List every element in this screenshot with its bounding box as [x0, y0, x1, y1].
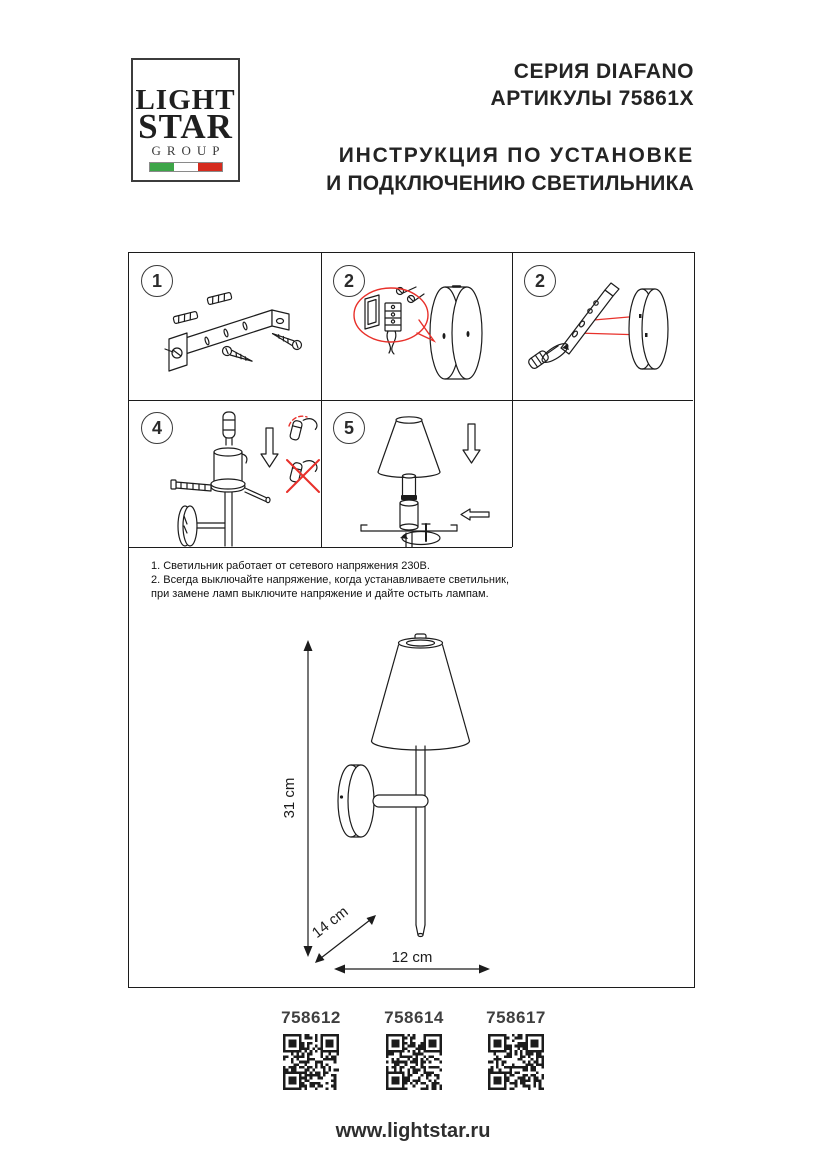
product-code: 758614: [384, 1008, 444, 1027]
step-1-number: 1: [151, 270, 162, 291]
product-758614: [376, 1008, 452, 1090]
product-code: 758612: [281, 1008, 341, 1027]
flag-white-stripe: [174, 163, 198, 171]
step1-bracket-drawing: [129, 253, 321, 400]
wall-anchor-icon: [173, 311, 198, 324]
product-758617: [478, 1008, 554, 1090]
bulb-icon: [223, 412, 235, 438]
bulb-handling-bad-icon: [289, 457, 318, 486]
step-3-number: 2: [534, 270, 545, 291]
safety-notes: [151, 559, 601, 601]
website-url: www.lightstar.ru: [335, 1120, 491, 1142]
lamp-dimension-drawing: [129, 607, 696, 987]
step-5-number: 5: [343, 417, 354, 438]
grid-line: [129, 547, 512, 548]
step4-bulb-drawing: [129, 400, 321, 547]
logo-text-star: STAR: [138, 107, 233, 146]
product-code: 758617: [486, 1008, 546, 1027]
step3-mounting-drawing: [512, 253, 696, 400]
screw-icon: [221, 345, 254, 365]
rotate-arrow-icon: [402, 532, 440, 545]
down-arrow-icon: [261, 428, 278, 467]
down-arrow-icon: [463, 424, 480, 463]
series-title-block: [491, 58, 694, 112]
lightstar-logo: [131, 58, 240, 182]
qr-code-icon: [386, 1034, 442, 1090]
instruction-title-line2: И ПОДКЛЮЧЕНИЮ СВЕТИЛЬНИКА: [326, 172, 694, 195]
step-2-number: 2: [343, 270, 354, 291]
flag-red-stripe: [198, 163, 222, 171]
height-dimension-label: 31 cm: [281, 777, 298, 819]
note-line-2: 2. Всегда выключайте напряжение, когда устанавливаете светильник,: [151, 574, 510, 586]
step2-wiring-drawing: [321, 253, 512, 400]
note-line-3: при замене ламп выключите напряжение и дайте остыть лампам.: [151, 588, 489, 600]
wall-anchor-icon: [207, 292, 232, 305]
screw-icon: [271, 330, 303, 351]
instruction-title-block: [326, 142, 694, 198]
logo-text-light: LIGHT: [135, 84, 236, 116]
note-line-1: 1. Светильник работает от сетевого напряжения 230В.: [151, 560, 430, 572]
product-758612: [273, 1008, 349, 1090]
qr-code-icon: [488, 1034, 544, 1090]
step-4-number: 4: [151, 417, 162, 438]
left-arrow-icon: [461, 509, 489, 520]
italian-flag-icon: [149, 162, 223, 172]
flag-green-stripe: [150, 163, 174, 171]
width-dimension-label: 12 cm: [391, 949, 433, 966]
instruction-panel: [128, 252, 695, 988]
series-title: СЕРИЯ DIAFANO: [513, 60, 694, 83]
step5-shade-drawing: [321, 400, 512, 547]
logo-text-group: GROUP: [151, 143, 226, 158]
height-dimension: [304, 640, 313, 957]
articles-title: АРТИКУЛЫ 75861X: [490, 87, 694, 110]
instruction-title-line1: ИНСТРУКЦИЯ ПО УСТАНОВКЕ: [338, 144, 694, 167]
qr-code-icon: [283, 1034, 339, 1090]
depth-dimension-label: 14 cm: [308, 903, 352, 942]
